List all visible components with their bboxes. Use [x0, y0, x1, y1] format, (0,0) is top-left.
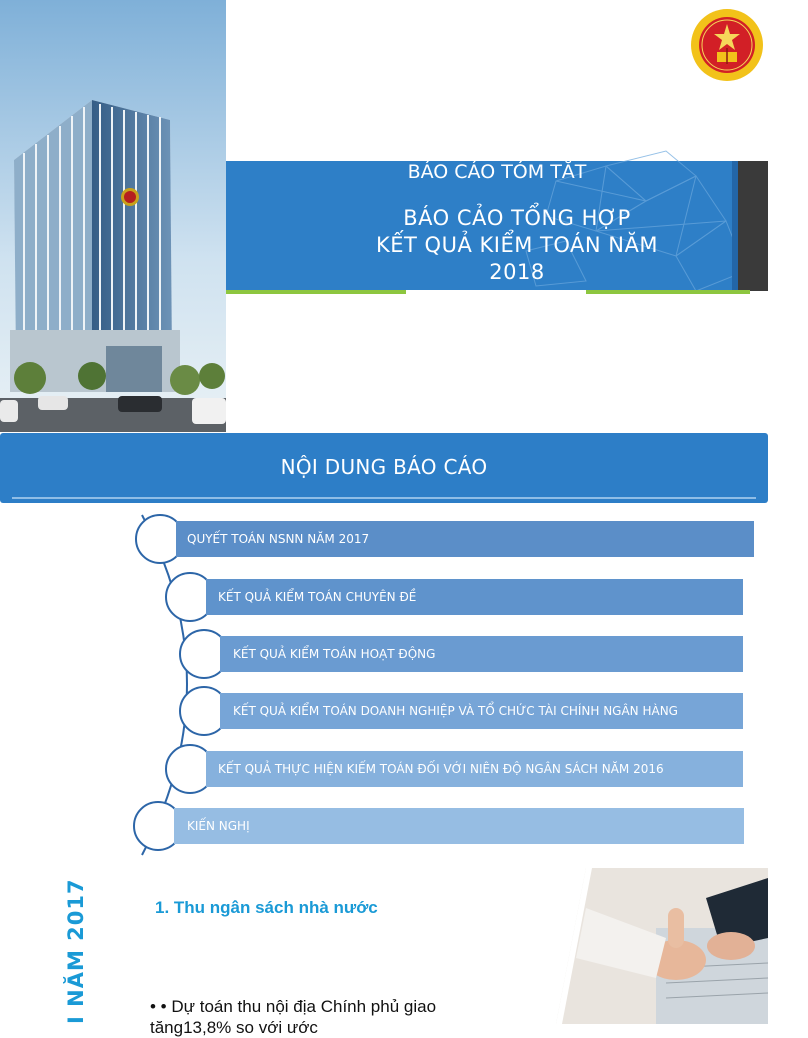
banner-accent-gap [406, 290, 586, 294]
contents-item[interactable] [220, 636, 743, 672]
contents-item-label: KẾT QUẢ KIỂM TOÁN CHUYÊN ĐỀ [218, 590, 417, 604]
contents-item-label: KIẾN NGHỊ [187, 819, 250, 833]
contents-item-label: KẾT QUẢ THỰC HIỆN KIẾM TOÁN ĐỐI VỚI NIÊN ĐỘ NGÂN SÁCH NĂM 2016 [218, 762, 664, 776]
contents-item[interactable] [206, 751, 743, 787]
state-audit-emblem-icon [690, 8, 764, 82]
contents-item[interactable] [174, 808, 744, 844]
title-banner [226, 161, 768, 291]
contents-header-divider [12, 497, 756, 499]
section-side-label [20, 870, 88, 1024]
section-heading: 1. Thu ngân sách nhà nước [155, 898, 378, 917]
report-subtitle: BÁO CÁO TÓM TẮT [407, 161, 587, 183]
bullet-text: • • Dự toán thu nội địa Chính phủ giao tăng13,8% so với ước [150, 997, 437, 1037]
contents-item-label: KẾT QUẢ KIỂM TOÁN DOANH NGHIỆP VÀ TỔ CHỨC TÀI CHÍNH NGÂN HÀNG [233, 704, 678, 718]
contents-item-label: KẾT QUẢ KIỂM TOÁN HOẠT ĐỘNG [233, 647, 436, 661]
contents-item[interactable] [220, 693, 743, 729]
report-title-line3: 2018 [489, 260, 545, 284]
report-title [226, 205, 808, 286]
building-photo [0, 0, 226, 432]
handshake-photo [556, 868, 768, 1024]
contents-item[interactable] [206, 579, 743, 615]
contents-title: NỘI DUNG BÁO CÁO [280, 455, 488, 479]
contents-item[interactable] [176, 521, 754, 557]
report-title-line1: BÁO CẢO TỔNG HỢP [403, 206, 631, 230]
contents-item-label: QUYẾT TOÁN NSNN NĂM 2017 [187, 532, 370, 546]
report-title-line2: KẾT QUẢ KIỂM TOÁN NĂM [376, 233, 658, 257]
section-side-label-text: I NĂM 2017 [64, 878, 88, 1024]
